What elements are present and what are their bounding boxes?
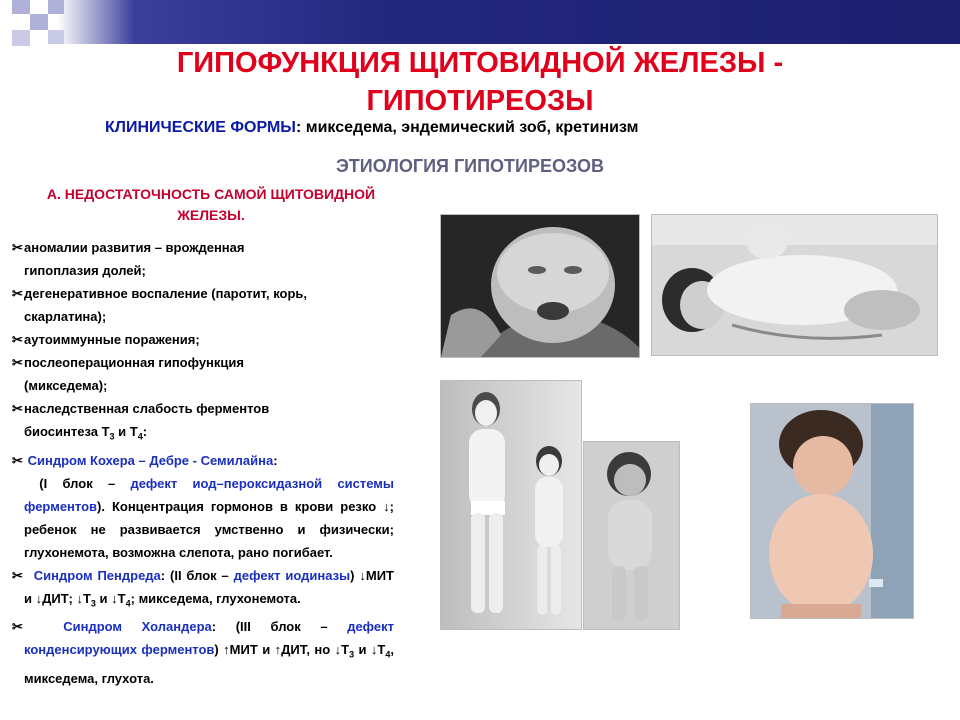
deco-square [30, 14, 48, 30]
text-part: МИТ и [24, 567, 394, 606]
text-part: ; [130, 590, 135, 606]
text-part: : [273, 452, 278, 468]
text-part: ; ребенок не развивается умственно и [24, 498, 394, 537]
item-text [24, 615, 394, 690]
text-part: и [95, 590, 112, 606]
section-a-line-1: А. НЕДОСТАТОЧНОСТЬ САМОЙ ЩИТОВИДНОЙ [46, 186, 376, 202]
text-part: МИТ и [229, 642, 275, 658]
subscript: 4 [137, 431, 143, 442]
arrow-down-icon: ↓ [383, 498, 390, 514]
clinical-forms-text: : микседема, эндемический зоб, кретинизм [295, 119, 639, 136]
title-line-1: ГИПОФУНКЦИЯ ЩИТОВИДНОЙ ЖЕЛЕЗЫ - [176, 47, 784, 79]
infant-face-photo [440, 214, 640, 358]
small-child-photo [583, 441, 680, 630]
highlight-text: дефект [347, 619, 394, 635]
text-part: и [354, 642, 371, 658]
text-part: ДИТ, [281, 642, 310, 658]
top-decorative-band [0, 0, 960, 44]
text-part: ). Концентрация гормонов в крови [97, 498, 334, 514]
arrow-down-icon: ↓ [35, 590, 43, 606]
item-text: послеоперационная гипофункция [24, 355, 244, 370]
syndrome-name: Синдром Кохера – Дебре - Семилайна [27, 452, 274, 468]
highlight-text: дефект [233, 567, 281, 583]
text-part: Т [377, 642, 386, 658]
list-item [12, 449, 394, 564]
scissors-icon: ✂ [12, 401, 23, 416]
arrow-down-icon: ↓ [76, 590, 83, 606]
item-text [24, 449, 394, 472]
highlight-text: дефект иод–пероксидазной системы ферментов [24, 475, 394, 514]
deco-square [48, 30, 64, 44]
item-text: гипоплазия долей; [24, 263, 146, 278]
infant-lying-photo [651, 214, 938, 356]
text-part: : [142, 424, 148, 439]
syndrome-name: Синдром Пендреда [33, 567, 161, 583]
text-part: но [314, 642, 335, 658]
text-part: и Т [114, 424, 138, 439]
list-item [12, 351, 394, 397]
child-color-photo [750, 403, 914, 619]
text-part: микседема, глухонемота. [138, 590, 301, 606]
list-item [12, 236, 394, 282]
clinical-forms-lead: КЛИНИЧЕСКИЕ ФОРМЫ [105, 119, 296, 136]
item-text [24, 420, 394, 449]
text-part: (I блок – [39, 475, 131, 491]
arrow-up-icon: ↑ [223, 642, 230, 658]
scissors-icon: ✂ [12, 286, 23, 301]
text-part: физически; глухонемота, возможна слепота, [24, 521, 394, 560]
etiology-list [12, 236, 394, 690]
title-line-2: ГИПОТИРЕОЗЫ [366, 85, 594, 117]
arrow-down-icon: ↓ [370, 642, 378, 658]
arrow-down-icon: ↓ [111, 590, 118, 606]
subscript: 4 [385, 649, 391, 660]
item-text: Синдром Пендреда: (II блок – дефект иодиназы) ↓МИТ и ↓ДИТ; $↓Т_3$ и $↓Т_4$; микседема, глухонемота. [24, 567, 394, 609]
text-part: : (II блок – [160, 567, 234, 583]
syndrome-name: Синдром Холандера [63, 619, 212, 635]
text-part: Т [82, 590, 91, 606]
list-item [12, 397, 394, 449]
arrow-down-icon: ↓ [334, 642, 342, 658]
etiology-heading: ЭТИОЛОГИЯ ГИПОТИРЕОЗОВ [335, 156, 605, 176]
section-a-heading [12, 184, 410, 226]
scissors-icon: ✂ [12, 452, 23, 468]
text-part: рано погибает. [237, 544, 333, 560]
clinical-forms-line [105, 119, 865, 137]
scissors-icon: ✂ [12, 567, 23, 583]
list-item [12, 328, 394, 351]
section-a-line-2: ЖЕЛЕЗЫ. [177, 207, 245, 223]
list-item [12, 564, 394, 616]
deco-square [48, 0, 64, 14]
subscript: 3 [349, 649, 355, 660]
arrow-down-icon: ↓ [359, 567, 366, 583]
subscript: 4 [125, 598, 131, 609]
scissors-icon: ✂ [12, 619, 23, 635]
list-item [12, 282, 394, 328]
deco-square [12, 0, 30, 14]
subscript: 3 [90, 598, 96, 609]
item-text: аутоиммунные поражения; [24, 332, 200, 347]
scissors-icon: ✂ [12, 355, 23, 370]
text-part: Т [341, 642, 350, 658]
woman-and-child-photo [440, 380, 582, 630]
item-text: скарлатина); [24, 309, 107, 324]
text-part: : (III блок – [211, 619, 348, 635]
item-text [24, 472, 394, 564]
text-part: резко [340, 498, 384, 514]
scissors-icon: ✂ [12, 332, 23, 347]
scissors-icon: ✂ [12, 240, 23, 255]
arrow-up-icon: ↑ [274, 642, 282, 658]
text-part: ) [214, 642, 224, 658]
item-text: (микседема); [24, 378, 108, 393]
highlight-text: конденсирующих ферментов [24, 642, 215, 658]
slide-title [120, 44, 840, 120]
highlight-text: иодиназы [285, 567, 351, 583]
deco-square [12, 30, 30, 46]
subscript: 3 [109, 431, 115, 442]
item-text: аномалии развития – врожденная [24, 240, 245, 255]
list-item [12, 615, 394, 690]
text-part: ДИТ; [42, 590, 77, 606]
text-part: Т [117, 590, 126, 606]
text-part: , микседема, глухота. [24, 642, 394, 686]
item-text: наследственная слабость ферментов [24, 401, 270, 416]
item-text: дегенеративное воспаление (паротит, корь, [24, 286, 308, 301]
text-part: биосинтеза Т [24, 424, 110, 439]
